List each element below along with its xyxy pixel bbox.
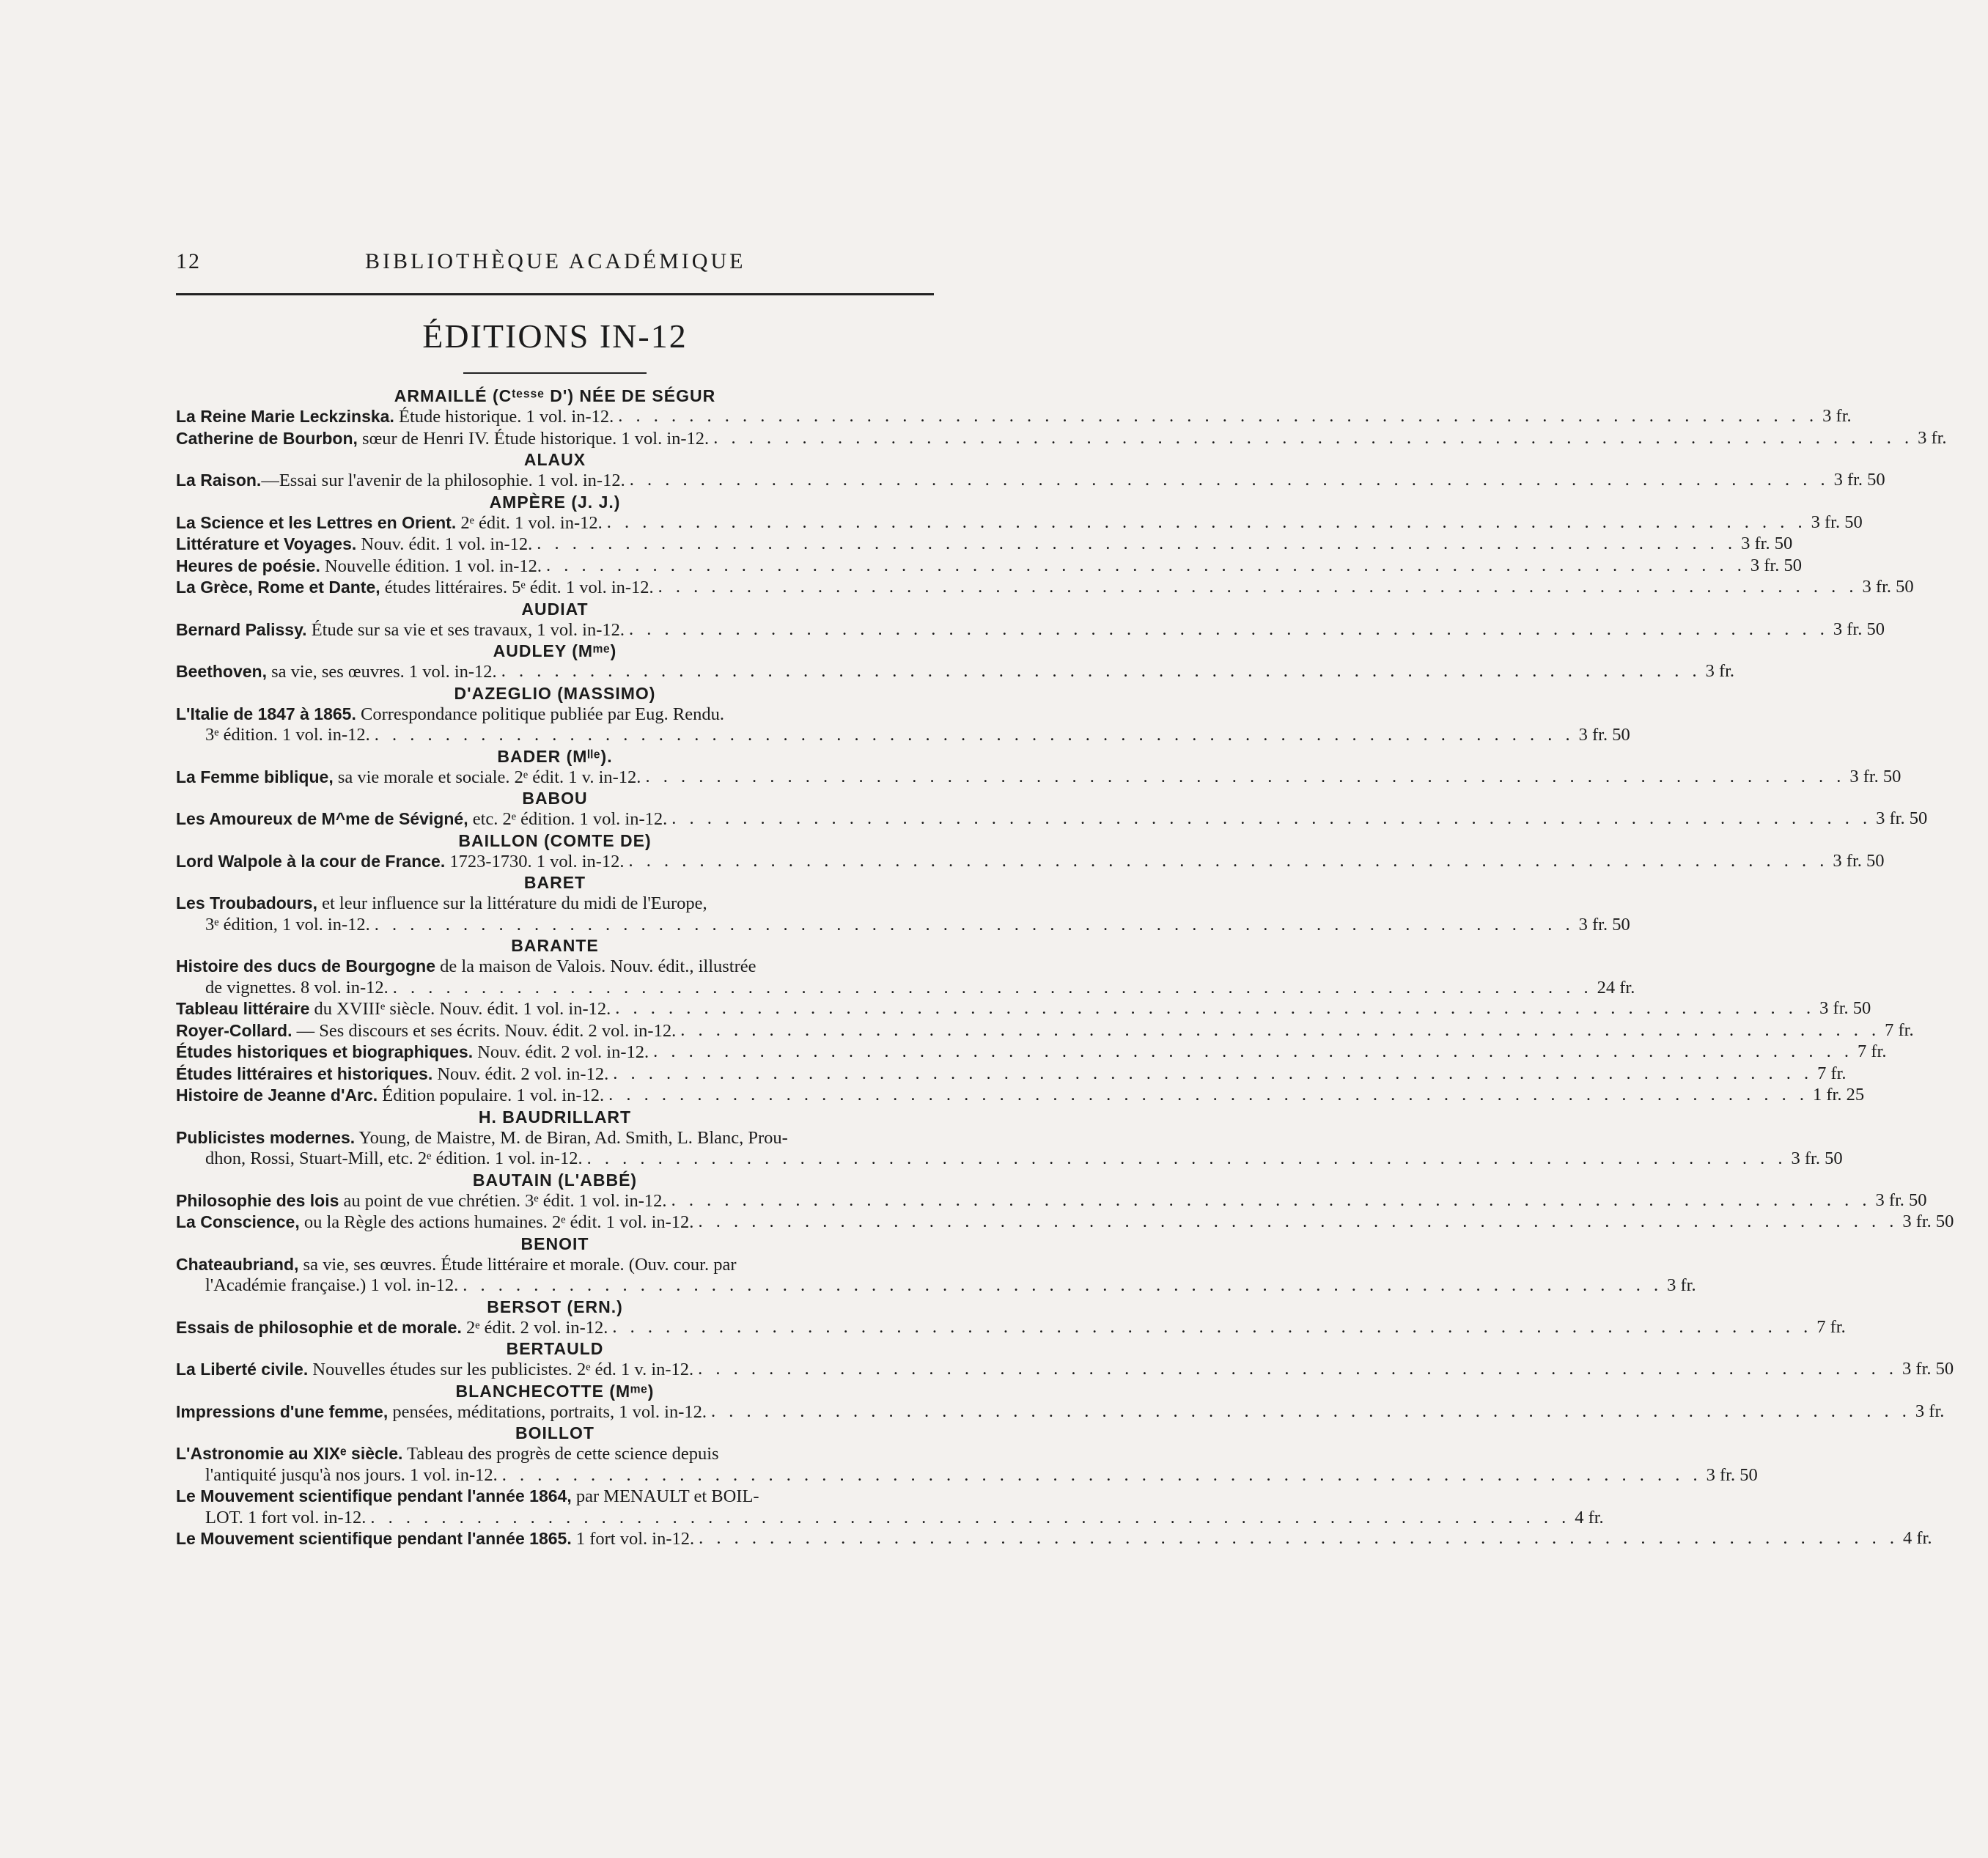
dot-leader [614,406,1822,428]
price: 3 fr. 50 [1833,850,1885,871]
entry-line [176,534,1793,556]
book-description: Édition populaire. 1 vol. in-12. [378,1085,605,1105]
dot-leader [625,619,1833,641]
author-heading: BENOIT [520,1234,589,1253]
book-description: 3ᵉ édition, 1 vol. in-12. [205,914,370,934]
book-description: 1 fort vol. in-12. [571,1529,695,1549]
book-description: LOT. 1 fort vol. in-12. [205,1507,367,1527]
author-heading: BOILLOT [515,1423,594,1442]
book-description: Nouvelle édition. 1 vol. in-12. [320,556,542,576]
entry-text [176,998,611,1020]
book-title: La Conscience, [176,1212,300,1231]
dot-leader [654,577,1863,599]
dot-leader [707,1401,1915,1423]
author-heading: AUDLEY (Mᵐᵉ) [493,641,617,660]
catalog-entry [176,1020,1914,1042]
catalog-entry [176,1212,1954,1234]
catalog-entry [176,850,1885,873]
catalog-entry [176,1359,1954,1381]
entry-line [176,766,1902,789]
book-description: —Essai sur l'avenir de la philosophie. 1 vol. in-12. [261,471,625,490]
entry-line [176,470,1885,492]
dot-leader [611,998,1819,1020]
dot-leader [676,1020,1885,1042]
entry-line [176,1212,1954,1234]
entry-text [176,1528,694,1550]
book-title: L'Italie de 1847 à 1865. [176,704,356,723]
entry-line [176,1020,1914,1042]
catalog-entry [176,470,1885,492]
book-description: Nouv. édit. 1 vol. in-12. [356,534,533,554]
entry-text [176,406,614,428]
entry-line [176,512,1863,534]
book-description: 3ᵉ édition. 1 vol. in-12. [205,725,370,745]
book-title: Heures de poésie. [176,556,320,575]
price: 3 fr. 50 [1578,914,1630,934]
book-description: 2ᵉ édit. 2 vol. in-12. [461,1317,608,1338]
dot-leader [370,725,1579,746]
book-title: La Science et les Lettres en Orient. [176,512,457,532]
book-title: La Grèce, Rome et Dante, [176,578,380,597]
entry-text [176,1042,649,1063]
entry-line [176,998,1871,1020]
book-title: La Liberté civile. [176,1360,309,1379]
author-heading: ALAUX [523,450,586,469]
dot-leader [542,556,1750,578]
catalog-entry [176,704,1630,746]
catalog-entry [176,1085,1865,1107]
entry-text [176,1254,737,1276]
book-description: 2ᵉ édit. 1 vol. in-12. [456,512,603,533]
entry-text [205,1465,498,1486]
author-heading: AMPÈRE (J. J.) [489,492,621,512]
price: 3 fr. 50 [1876,808,1928,828]
dot-leader [693,1212,1902,1234]
catalog-entry [176,661,1735,683]
catalog-entry [176,427,1947,450]
book-description: et leur influence sur la littérature du midi de l'Europe, [317,893,707,913]
entry-line [176,1359,1954,1381]
price: 24 fr. [1597,977,1635,998]
catalog-entry [176,1127,1843,1170]
entry-text [176,1359,693,1381]
entry-line [176,808,1928,830]
catalog-entry [176,1443,1758,1486]
dot-leader [608,1063,1817,1085]
price: 3 fr. 50 [1862,577,1914,597]
entry-text [176,1443,719,1465]
entry-line [176,1127,934,1149]
book-description: dhon, Rossi, Stuart-Mill, etc. 2ᵉ édition. 1 vol. in-12. [205,1149,583,1168]
author-heading: BADER (Mˡˡᵉ). [497,746,613,766]
book-description: Étude sur sa vie et ses travaux, 1 vol. in-12. [306,619,625,640]
author-heading: BARET [523,873,586,892]
book-description: sa vie, ses œuvres. Étude littéraire et morale. (Ouv. cour. par [298,1254,737,1275]
catalog-entry [176,1190,1927,1212]
price: 3 fr. 50 [1902,1212,1954,1231]
entry-line [176,850,1885,873]
author-heading: D'AZEGLIO (MASSIMO) [454,683,656,703]
book-description: pensées, méditations, portraits, 1 vol. in-12. [388,1401,707,1422]
entry-text [176,1085,604,1107]
entry-text [176,704,724,726]
catalog-entry [176,534,1793,556]
dot-leader [532,534,1741,556]
book-title: La Femme biblique, [176,767,334,786]
book-description: l'Académie française.) 1 vol. in-12. [205,1275,459,1295]
price: 1 fr. 25 [1812,1085,1865,1105]
book-description: au point de vue chrétien. 3ᵉ édit. 1 vol. in-12. [339,1190,667,1211]
price: 3 fr. 50 [1791,1149,1843,1168]
catalog-entry [176,577,1914,599]
catalog-entry [176,956,1635,998]
price: 3 fr. 50 [1819,998,1871,1018]
dot-leader [603,512,1811,534]
entry-line [176,661,1735,683]
catalog-entry [176,998,1871,1020]
book-title: Impressions d'une femme, [176,1401,389,1421]
book-title: Le Mouvement scientifique pendant l'année 1864, [176,1486,572,1505]
header-rule [176,293,934,295]
author-heading: BAUTAIN (L'ABBÉ) [472,1170,638,1190]
price: 3 fr. 50 [1741,534,1793,553]
book-description: de la maison de Valois. Nouv. édit., illustrée [435,956,756,976]
book-title: Beethoven, [176,662,267,681]
entry-text [176,1127,788,1149]
entry-text [176,556,542,578]
book-title: Bernard Palissy. [176,619,307,639]
dot-leader [667,808,1876,830]
entry-text [176,851,625,873]
dot-leader [370,915,1579,936]
book-description: — Ses discours et ses écrits. Nouv. édit. 2 vol. in-12. [292,1020,677,1041]
entry-text [176,1020,676,1042]
entry-line [176,704,934,726]
title-rule [463,372,647,374]
price: 3 fr. [1918,427,1947,448]
book-title: Philosophie des lois [176,1190,339,1210]
entry-line [176,893,934,915]
price: 3 fr. 50 [1578,725,1630,745]
price: 3 fr. 50 [1706,1464,1758,1485]
entry-text [176,1401,707,1423]
book-title: L'Astronomie au XIXᵉ siècle. [176,1444,403,1463]
entry-line [176,577,1914,599]
book-description: Nouv. édit. 2 vol. in-12. [432,1063,609,1084]
price: 3 fr. 50 [1849,766,1902,786]
price: 3 fr. 50 [1875,1190,1927,1210]
catalog-entry [176,1254,1696,1297]
dot-leader [641,767,1849,789]
dot-leader [649,1042,1858,1063]
entry-line [176,1063,1847,1085]
entry-text [176,808,667,830]
price: 3 fr. [1822,406,1852,426]
book-description: Nouv. édit. 2 vol. in-12. [473,1042,649,1062]
book-title: Les Amoureux de M^me de Sévigné, [176,809,468,828]
book-description: ou la Règle des actions humaines. 2ᵉ édit. 1 vol. in-12. [299,1212,694,1232]
entry-line [176,1464,1758,1486]
entry-line [176,1507,1604,1529]
book-title: Royer-Collard. [176,1020,292,1040]
dot-leader [693,1359,1902,1381]
catalog-entry [176,808,1928,830]
entry-line [176,1275,1696,1297]
book-description: études littéraires. 5ᵉ édit. 1 vol. in-12. [380,578,654,597]
entry-text [176,1212,693,1234]
dot-leader [366,1508,1575,1529]
entry-line [176,1401,1945,1423]
catalog-entry [176,1401,1945,1423]
entry-text [176,956,756,978]
author-heading: BLANCHECOTTE (Mᵐᵉ) [455,1381,655,1401]
book-description: Tableau des progrès de cette science depuis [402,1444,719,1464]
dot-leader [458,1275,1667,1297]
book-description: l'antiquité jusqu'à nos jours. 1 vol. in-12. [205,1464,498,1485]
author-heading: BABOU [522,789,588,808]
book-title: La Reine Marie Leckzinska. [176,407,394,426]
book-title: Études littéraires et historiques. [176,1063,433,1083]
entry-text [176,619,625,641]
book-description: Étude historique. 1 vol. in-12. [394,407,614,427]
entry-line [176,406,1852,428]
dot-leader [498,1465,1707,1486]
book-description: sœur de Henri IV. Étude historique. 1 vol. in-12. [357,428,710,449]
dot-leader [497,661,1706,683]
catalog-entry [176,555,1802,578]
entry-line [176,427,1947,450]
book-title: Essais de philosophie et de morale. [176,1317,462,1337]
entry-line [176,1254,934,1276]
entry-text [176,1063,608,1085]
price: 3 fr. [1915,1401,1945,1421]
running-title: BIBLIOTHÈQUE ACADÉMIQUE [365,249,746,273]
book-title: Chateaubriand, [176,1254,299,1274]
catalog-entry [176,766,1902,789]
catalog-entry [176,1063,1847,1085]
section-title: ÉDITIONS IN-12 [422,317,688,355]
book-title: Littérature et Voyages. [176,534,357,553]
dot-leader [625,851,1833,873]
entry-text [176,661,497,683]
entry-text [205,1149,583,1170]
book-title: Tableau littéraire [176,999,310,1018]
book-description: sa vie morale et sociale. 2ᵉ édit. 1 v. in-12. [333,767,641,787]
entry-text [176,893,707,915]
price: 3 fr. 50 [1833,470,1885,490]
author-heading: BARANTE [511,936,599,955]
entry-text [205,1508,366,1529]
price: 7 fr. [1857,1042,1887,1061]
dot-leader [694,1528,1903,1550]
price: 3 fr. 50 [1833,619,1885,639]
dot-leader [389,978,1597,999]
book-title: Les Troubadours, [176,893,317,913]
book-title: Études historiques et biographiques. [176,1042,474,1061]
price: 7 fr. [1885,1020,1914,1040]
book-description: par MENAULT et BOIL- [571,1486,759,1506]
entry-text [176,428,709,450]
dot-leader [625,470,1834,492]
price: 3 fr. 50 [1811,512,1863,532]
book-title: Publicistes modernes. [176,1127,356,1147]
entry-line [176,1443,934,1465]
dot-leader [608,1317,1816,1339]
catalog-listing [176,386,1954,1550]
entry-text [176,1486,759,1508]
entry-line [176,1316,1846,1339]
price: 3 fr. [1667,1275,1696,1295]
entry-text [205,1275,458,1297]
entry-text [176,534,532,556]
catalog-entry [176,1528,1932,1550]
price: 3 fr. 50 [1902,1359,1954,1379]
entry-line [176,1190,1927,1212]
catalog-entry [176,406,1852,428]
author-heading: ARMAILLÉ (Cᵗᵉˢˢᵉ D') NÉE DE SÉGUR [394,386,716,405]
entry-text [205,915,370,936]
book-description: de vignettes. 8 vol. in-12. [205,977,389,998]
dot-leader [667,1190,1876,1212]
book-description: Correspondance politique publiée par Eug. Rendu. [356,704,724,724]
catalog-entry [176,1486,1604,1528]
entry-text [176,1317,608,1339]
catalog-entry [176,619,1885,641]
entry-line [176,1085,1865,1107]
author-heading: BAILLON (COMTE DE) [458,830,652,850]
entry-line [176,914,1630,936]
entry-line [176,1042,1887,1063]
author-heading: H. BAUDRILLART [478,1107,632,1127]
catalog-entry [176,1042,1887,1063]
dot-leader [583,1149,1792,1170]
price: 4 fr. [1575,1507,1604,1527]
catalog-entry [176,512,1863,534]
entry-text [176,767,641,789]
book-title: Histoire de Jeanne d'Arc. [176,1085,378,1105]
price: 4 fr. [1903,1528,1932,1548]
entry-line [176,956,934,978]
book-title: Le Mouvement scientifique pendant l'année 1865. [176,1529,572,1548]
book-title: Lord Walpole à la cour de France. [176,851,446,871]
entry-text [205,978,389,999]
author-heading: BERSOT (ERN.) [487,1297,623,1316]
entry-text [176,470,625,492]
entry-line [176,725,1630,746]
entry-line [176,619,1885,641]
author-heading: BERTAULD [506,1339,604,1358]
book-description: du XVIIIᵉ siècle. Nouv. édit. 1 vol. in-12. [309,999,611,1019]
entry-text [176,577,654,599]
price: 3 fr. [1705,661,1735,681]
entry-line [176,1486,934,1508]
dot-leader [604,1085,1813,1107]
entry-text [205,725,370,746]
book-title: Catherine de Bourbon, [176,428,358,448]
author-heading: AUDIAT [521,599,589,619]
entry-line [176,1528,1932,1550]
catalog-entry [176,893,1630,935]
entry-line [176,977,1635,999]
entry-line [176,555,1802,578]
price: 7 fr. [1817,1063,1847,1083]
book-description: sa vie, ses œuvres. 1 vol. in-12. [266,662,497,682]
book-description: Young, de Maistre, M. de Biran, Ad. Smith, L. Blanc, Prou- [355,1127,788,1148]
book-description: etc. 2ᵉ édition. 1 vol. in-12. [468,809,668,829]
book-description: Nouvelles études sur les publicistes. 2ᵉ éd. 1 v. in-12. [308,1360,694,1379]
catalog-entry [176,1316,1846,1339]
page-number: 12 [176,249,201,273]
price: 7 fr. [1816,1316,1846,1337]
entry-line [176,1149,1843,1170]
book-title: La Raison. [176,471,262,490]
book-description: 1723-1730. 1 vol. in-12. [445,851,625,871]
price: 3 fr. 50 [1750,555,1802,575]
entry-text [176,1190,667,1212]
entry-text [176,512,603,534]
book-title: Histoire des ducs de Bourgogne [176,956,435,976]
dot-leader [709,428,1918,450]
